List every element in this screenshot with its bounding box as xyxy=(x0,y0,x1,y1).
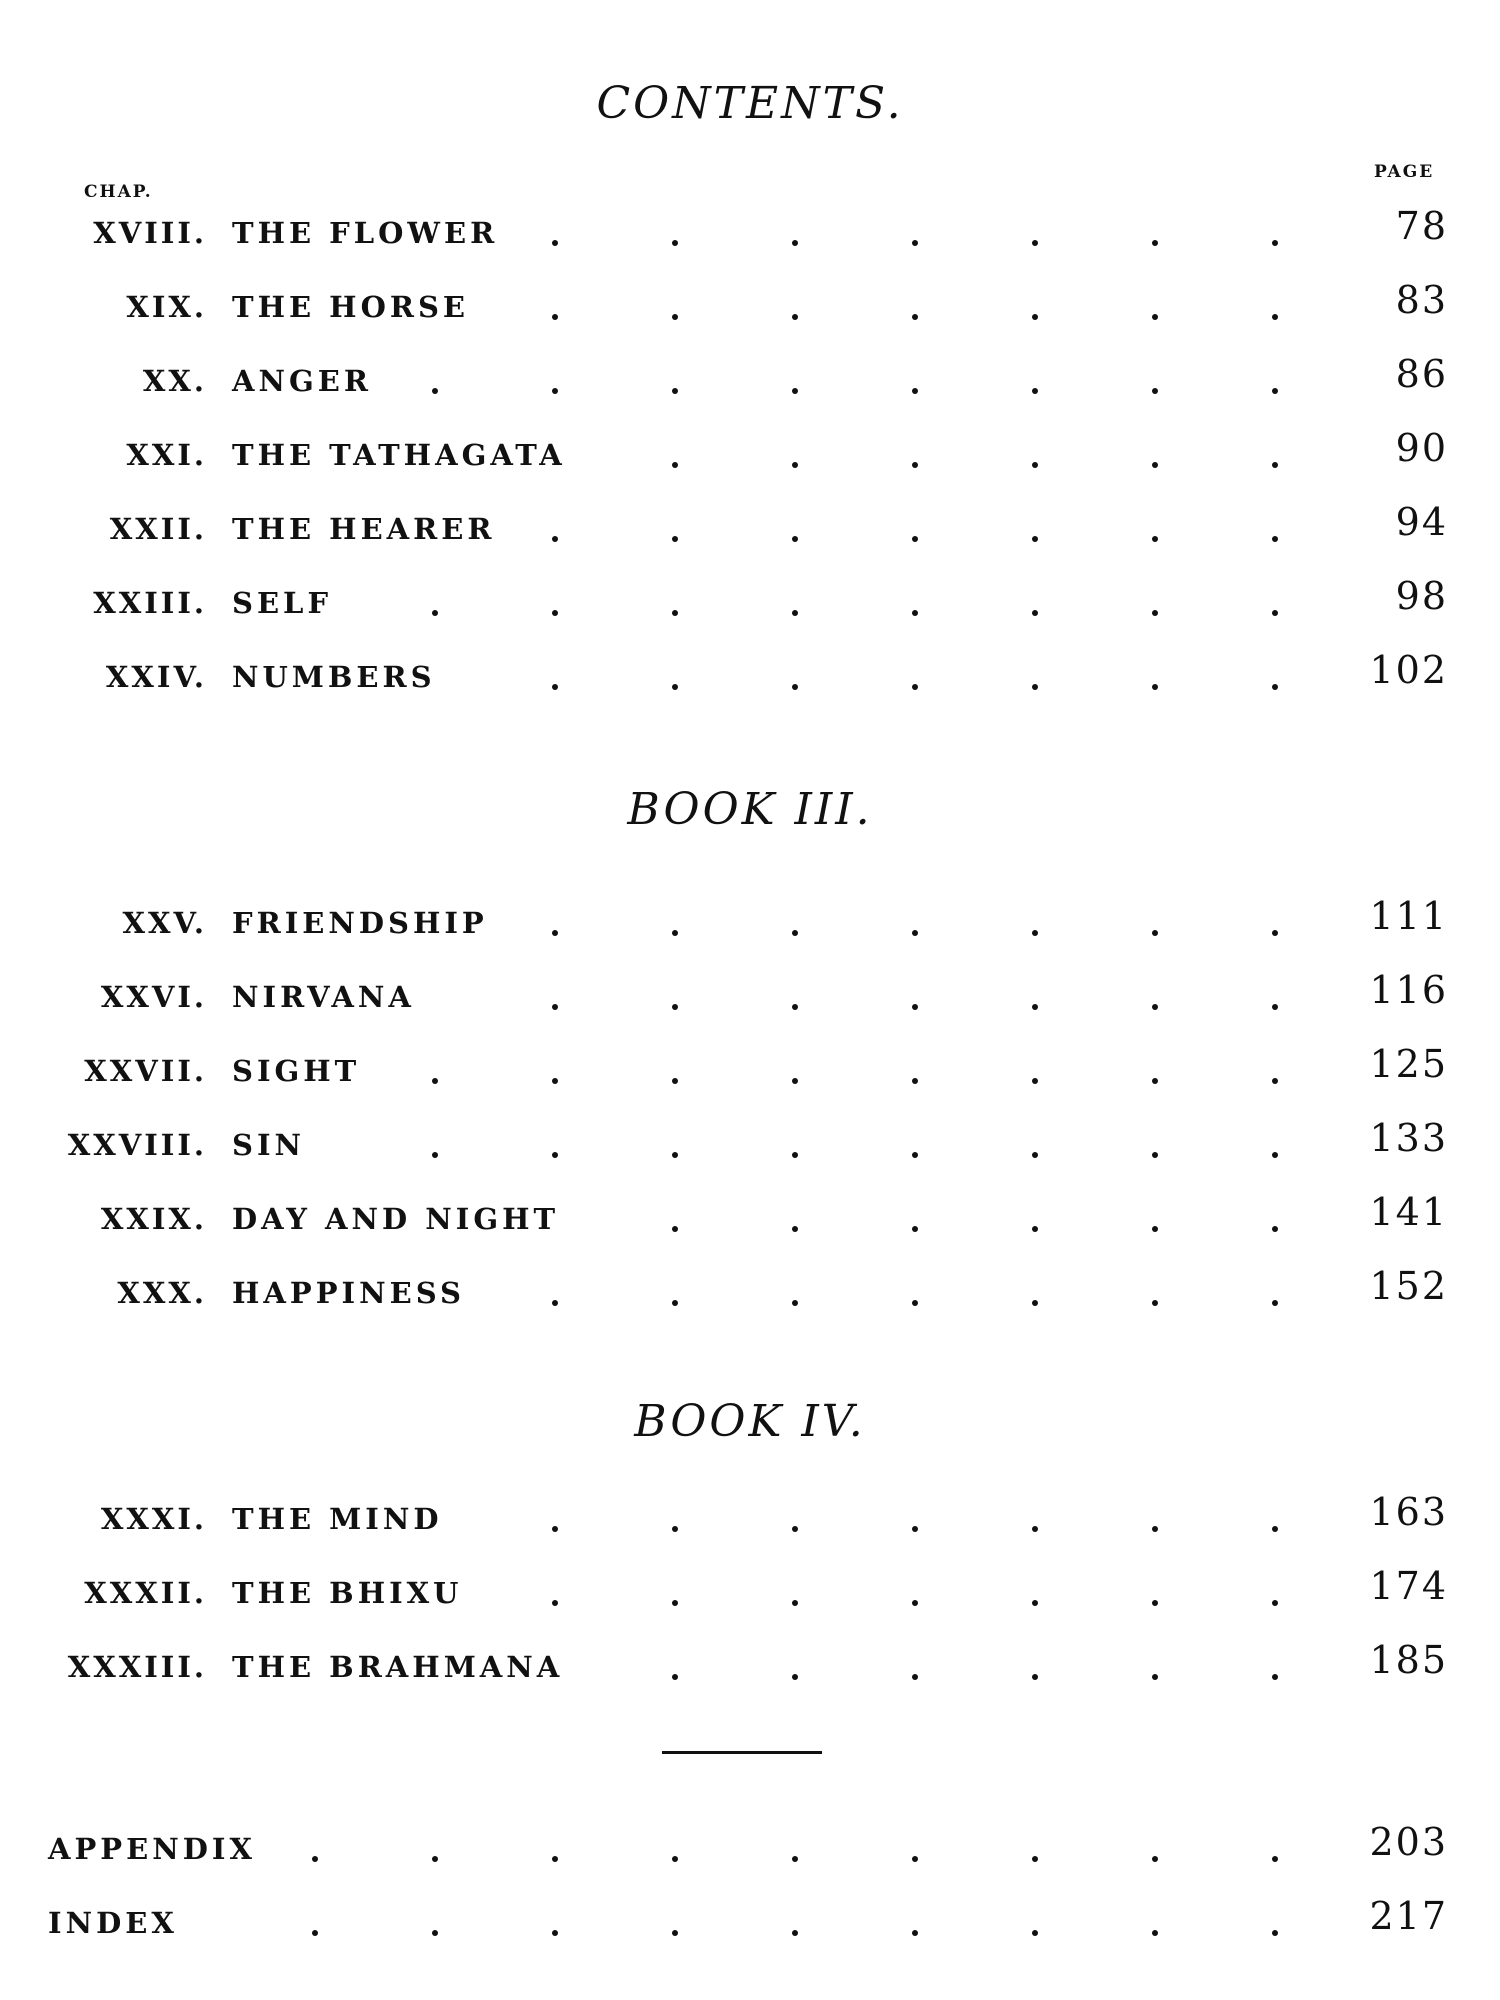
leader-dot xyxy=(1272,1300,1278,1306)
leader-dot xyxy=(672,1856,678,1862)
leader-dot xyxy=(672,462,678,468)
chapter-title: THE BRAHMANA xyxy=(232,1650,564,1684)
leader-dot xyxy=(1152,1526,1158,1532)
dot-leader xyxy=(0,906,1500,946)
leader-dot xyxy=(1272,1226,1278,1232)
chapter-title: SELF xyxy=(232,586,333,620)
chapter-number: XXV. xyxy=(122,906,207,940)
chapter-title: SIGHT xyxy=(232,1054,361,1088)
leader-dot xyxy=(1272,1004,1278,1010)
leader-dot xyxy=(912,314,918,320)
toc-entry[interactable] xyxy=(0,278,1500,340)
contents-heading: CONTENTS. xyxy=(596,78,904,129)
page-number: 83 xyxy=(1395,278,1448,322)
chapter-title: THE HORSE xyxy=(232,290,469,324)
chapter-number: XXIII. xyxy=(93,586,207,620)
leader-dot xyxy=(1032,610,1038,616)
leader-dot xyxy=(1272,1152,1278,1158)
leader-dot xyxy=(672,1600,678,1606)
dot-leader xyxy=(0,438,1500,478)
chapter-title: NUMBERS xyxy=(232,660,436,694)
leader-dot xyxy=(912,1300,918,1306)
leader-dot xyxy=(1272,1856,1278,1862)
leader-dot xyxy=(792,1226,798,1232)
dot-leader xyxy=(0,1276,1500,1316)
chapter-column-label: CHAP. xyxy=(84,182,153,202)
chapter-title: SIN xyxy=(232,1128,306,1162)
dot-leader xyxy=(0,980,1500,1020)
leader-dot xyxy=(912,610,918,616)
leader-dot xyxy=(792,1856,798,1862)
leader-dot xyxy=(1152,610,1158,616)
leader-dot xyxy=(1032,1674,1038,1680)
leader-dot xyxy=(1032,1526,1038,1532)
leader-dot xyxy=(1032,314,1038,320)
chapter-number: XXVIII. xyxy=(67,1128,207,1162)
leader-dot xyxy=(1152,314,1158,320)
leader-dot xyxy=(792,1078,798,1084)
chapter-title: ANGER xyxy=(232,364,372,398)
leader-dot xyxy=(672,536,678,542)
leader-dot xyxy=(672,1300,678,1306)
dot-leader xyxy=(0,1650,1500,1690)
dot-leader xyxy=(0,1202,1500,1242)
leader-dot xyxy=(1032,388,1038,394)
leader-dot xyxy=(792,930,798,936)
dot-leader xyxy=(0,1502,1500,1542)
leader-dot xyxy=(552,388,558,394)
page-number: 203 xyxy=(1369,1820,1448,1864)
leader-dot xyxy=(432,1930,438,1936)
leader-dot xyxy=(1032,1152,1038,1158)
chapter-title: DAY AND NIGHT xyxy=(232,1202,560,1236)
chapter-title: HAPPINESS xyxy=(232,1276,465,1310)
leader-dot xyxy=(1152,1226,1158,1232)
chapter-number: XXIV. xyxy=(105,660,207,694)
toc-entry[interactable] xyxy=(0,574,1500,636)
leader-dot xyxy=(1272,536,1278,542)
page-number: 141 xyxy=(1369,1190,1448,1234)
dot-leader xyxy=(0,290,1500,330)
leader-dot xyxy=(672,1930,678,1936)
toc-entry[interactable] xyxy=(0,1264,1500,1326)
leader-dot xyxy=(432,1856,438,1862)
leader-dot xyxy=(1032,930,1038,936)
leader-dot xyxy=(1152,1078,1158,1084)
page-number: 125 xyxy=(1369,1042,1448,1086)
leader-dot xyxy=(912,684,918,690)
leader-dot xyxy=(1032,1930,1038,1936)
leader-dot xyxy=(792,1930,798,1936)
page-number: 102 xyxy=(1369,648,1448,692)
leader-dot xyxy=(1272,1600,1278,1606)
leader-dot xyxy=(1152,462,1158,468)
chapter-number: XXIX. xyxy=(100,1202,207,1236)
leader-dot xyxy=(1032,1004,1038,1010)
dot-leader xyxy=(0,364,1500,404)
leader-dot xyxy=(912,1600,918,1606)
leader-dot xyxy=(672,1004,678,1010)
leader-dot xyxy=(1152,1600,1158,1606)
chapter-number: XXVII. xyxy=(84,1054,207,1088)
leader-dot xyxy=(672,388,678,394)
toc-entry[interactable] xyxy=(0,426,1500,488)
leader-dot xyxy=(552,1004,558,1010)
dot-leader xyxy=(0,586,1500,626)
toc-entry[interactable] xyxy=(0,352,1500,414)
toc-entry[interactable] xyxy=(0,1190,1500,1252)
leader-dot xyxy=(792,610,798,616)
leader-dot xyxy=(792,388,798,394)
leader-dot xyxy=(552,1930,558,1936)
page-number: 185 xyxy=(1369,1638,1448,1682)
toc-entry[interactable] xyxy=(0,1894,1500,1956)
leader-dot xyxy=(1272,1078,1278,1084)
toc-entry[interactable] xyxy=(0,894,1500,956)
chapter-number: XXX. xyxy=(117,1276,207,1310)
leader-dot xyxy=(792,1152,798,1158)
chapter-number: XX. xyxy=(142,364,207,398)
toc-entry[interactable] xyxy=(0,500,1500,562)
dot-leader xyxy=(0,1832,1500,1872)
leader-dot xyxy=(792,240,798,246)
leader-dot xyxy=(912,1152,918,1158)
leader-dot xyxy=(1152,1856,1158,1862)
leader-dot xyxy=(1152,1300,1158,1306)
toc-entry[interactable] xyxy=(0,1490,1500,1552)
toc-entry[interactable] xyxy=(0,968,1500,1030)
leader-dot xyxy=(312,1930,318,1936)
leader-dot xyxy=(792,1600,798,1606)
leader-dot xyxy=(552,610,558,616)
chapter-number: XXXIII. xyxy=(67,1650,207,1684)
leader-dot xyxy=(1152,1930,1158,1936)
page-number: 90 xyxy=(1395,426,1448,470)
leader-dot xyxy=(1032,462,1038,468)
leader-dot xyxy=(672,1674,678,1680)
leader-dot xyxy=(1152,684,1158,690)
chapter-title: NIRVANA xyxy=(232,980,415,1014)
leader-dot xyxy=(672,1152,678,1158)
page-number: 152 xyxy=(1369,1264,1448,1308)
leader-dot xyxy=(1032,1226,1038,1232)
leader-dot xyxy=(432,1078,438,1084)
index-title: INDEX xyxy=(48,1906,178,1940)
leader-dot xyxy=(912,1526,918,1532)
chapter-title: THE FLOWER xyxy=(232,216,499,250)
leader-dot xyxy=(1272,1674,1278,1680)
chapter-number: XXI. xyxy=(126,438,207,472)
leader-dot xyxy=(1272,930,1278,936)
leader-dot xyxy=(1032,1600,1038,1606)
chapter-number: XXII. xyxy=(109,512,207,546)
page-number: 116 xyxy=(1369,968,1448,1012)
leader-dot xyxy=(1032,536,1038,542)
chapter-number: XVIII. xyxy=(93,216,207,250)
leader-dot xyxy=(1272,610,1278,616)
appendix-title: APPENDIX xyxy=(48,1832,256,1866)
chapter-number: XXXI. xyxy=(100,1502,207,1536)
leader-dot xyxy=(1272,1930,1278,1936)
leader-dot xyxy=(912,1004,918,1010)
page-number: 94 xyxy=(1395,500,1448,544)
page-number: 174 xyxy=(1369,1564,1448,1608)
leader-dot xyxy=(312,1856,318,1862)
chapter-title: THE MIND xyxy=(232,1502,443,1536)
leader-dot xyxy=(1272,240,1278,246)
dot-leader xyxy=(0,1128,1500,1168)
leader-dot xyxy=(1152,930,1158,936)
leader-dot xyxy=(552,1526,558,1532)
leader-dot xyxy=(552,1600,558,1606)
leader-dot xyxy=(792,1526,798,1532)
leader-dot xyxy=(912,536,918,542)
dot-leader xyxy=(0,660,1500,700)
leader-dot xyxy=(1272,462,1278,468)
leader-dot xyxy=(672,1226,678,1232)
chapter-number: XIX. xyxy=(126,290,207,324)
leader-dot xyxy=(432,388,438,394)
leader-dot xyxy=(1032,684,1038,690)
leader-dot xyxy=(912,930,918,936)
leader-dot xyxy=(1272,684,1278,690)
toc-entry[interactable] xyxy=(0,648,1500,710)
toc-entry[interactable] xyxy=(0,1564,1500,1626)
leader-dot xyxy=(1152,1152,1158,1158)
leader-dot xyxy=(912,1674,918,1680)
page-number: 86 xyxy=(1395,352,1448,396)
leader-dot xyxy=(1032,1300,1038,1306)
book-heading: BOOK IV. xyxy=(634,1396,866,1447)
chapter-title: FRIENDSHIP xyxy=(232,906,488,940)
leader-dot xyxy=(552,240,558,246)
leader-dot xyxy=(1152,240,1158,246)
toc-entry[interactable] xyxy=(0,1042,1500,1104)
leader-dot xyxy=(1272,1526,1278,1532)
leader-dot xyxy=(672,314,678,320)
leader-dot xyxy=(1032,1856,1038,1862)
leader-dot xyxy=(552,536,558,542)
chapter-title: THE BHIXU xyxy=(232,1576,463,1610)
chapter-title: THE TATHAGATA xyxy=(232,438,566,472)
leader-dot xyxy=(1272,314,1278,320)
leader-dot xyxy=(672,1526,678,1532)
leader-dot xyxy=(1032,1078,1038,1084)
leader-dot xyxy=(912,1856,918,1862)
page-number: 78 xyxy=(1395,204,1448,248)
leader-dot xyxy=(552,314,558,320)
page-number: 163 xyxy=(1369,1490,1448,1534)
leader-dot xyxy=(792,1674,798,1680)
leader-dot xyxy=(1152,388,1158,394)
section-divider xyxy=(662,1751,822,1754)
leader-dot xyxy=(552,1856,558,1862)
book-heading: BOOK III. xyxy=(627,784,873,835)
toc-entry[interactable] xyxy=(0,1116,1500,1178)
leader-dot xyxy=(912,1226,918,1232)
dot-leader xyxy=(0,1054,1500,1094)
leader-dot xyxy=(912,240,918,246)
toc-entry[interactable] xyxy=(0,1638,1500,1700)
leader-dot xyxy=(912,462,918,468)
dot-leader xyxy=(0,512,1500,552)
leader-dot xyxy=(432,610,438,616)
page-number: 217 xyxy=(1369,1894,1448,1938)
leader-dot xyxy=(552,684,558,690)
leader-dot xyxy=(672,930,678,936)
leader-dot xyxy=(672,610,678,616)
leader-dot xyxy=(1152,1674,1158,1680)
leader-dot xyxy=(1152,536,1158,542)
leader-dot xyxy=(552,1300,558,1306)
leader-dot xyxy=(1272,388,1278,394)
leader-dot xyxy=(792,1004,798,1010)
dot-leader xyxy=(0,1906,1500,1946)
leader-dot xyxy=(672,240,678,246)
page-column-label: PAGE xyxy=(1374,162,1435,182)
page-number: 133 xyxy=(1369,1116,1448,1160)
leader-dot xyxy=(672,684,678,690)
toc-entry[interactable] xyxy=(0,204,1500,266)
page-number: 111 xyxy=(1369,894,1448,938)
chapter-number: XXXII. xyxy=(84,1576,207,1610)
leader-dot xyxy=(1152,1004,1158,1010)
leader-dot xyxy=(792,1300,798,1306)
chapter-number: XXVI. xyxy=(100,980,207,1014)
dot-leader xyxy=(0,1576,1500,1616)
leader-dot xyxy=(432,1152,438,1158)
toc-entry[interactable] xyxy=(0,1820,1500,1882)
leader-dot xyxy=(672,1078,678,1084)
leader-dot xyxy=(1032,240,1038,246)
leader-dot xyxy=(792,536,798,542)
chapter-title: THE HEARER xyxy=(232,512,496,546)
page-number: 98 xyxy=(1395,574,1448,618)
leader-dot xyxy=(792,462,798,468)
leader-dot xyxy=(552,930,558,936)
leader-dot xyxy=(792,684,798,690)
leader-dot xyxy=(912,1078,918,1084)
leader-dot xyxy=(792,314,798,320)
leader-dot xyxy=(912,388,918,394)
leader-dot xyxy=(552,1078,558,1084)
dot-leader xyxy=(0,216,1500,256)
leader-dot xyxy=(552,1152,558,1158)
leader-dot xyxy=(912,1930,918,1936)
